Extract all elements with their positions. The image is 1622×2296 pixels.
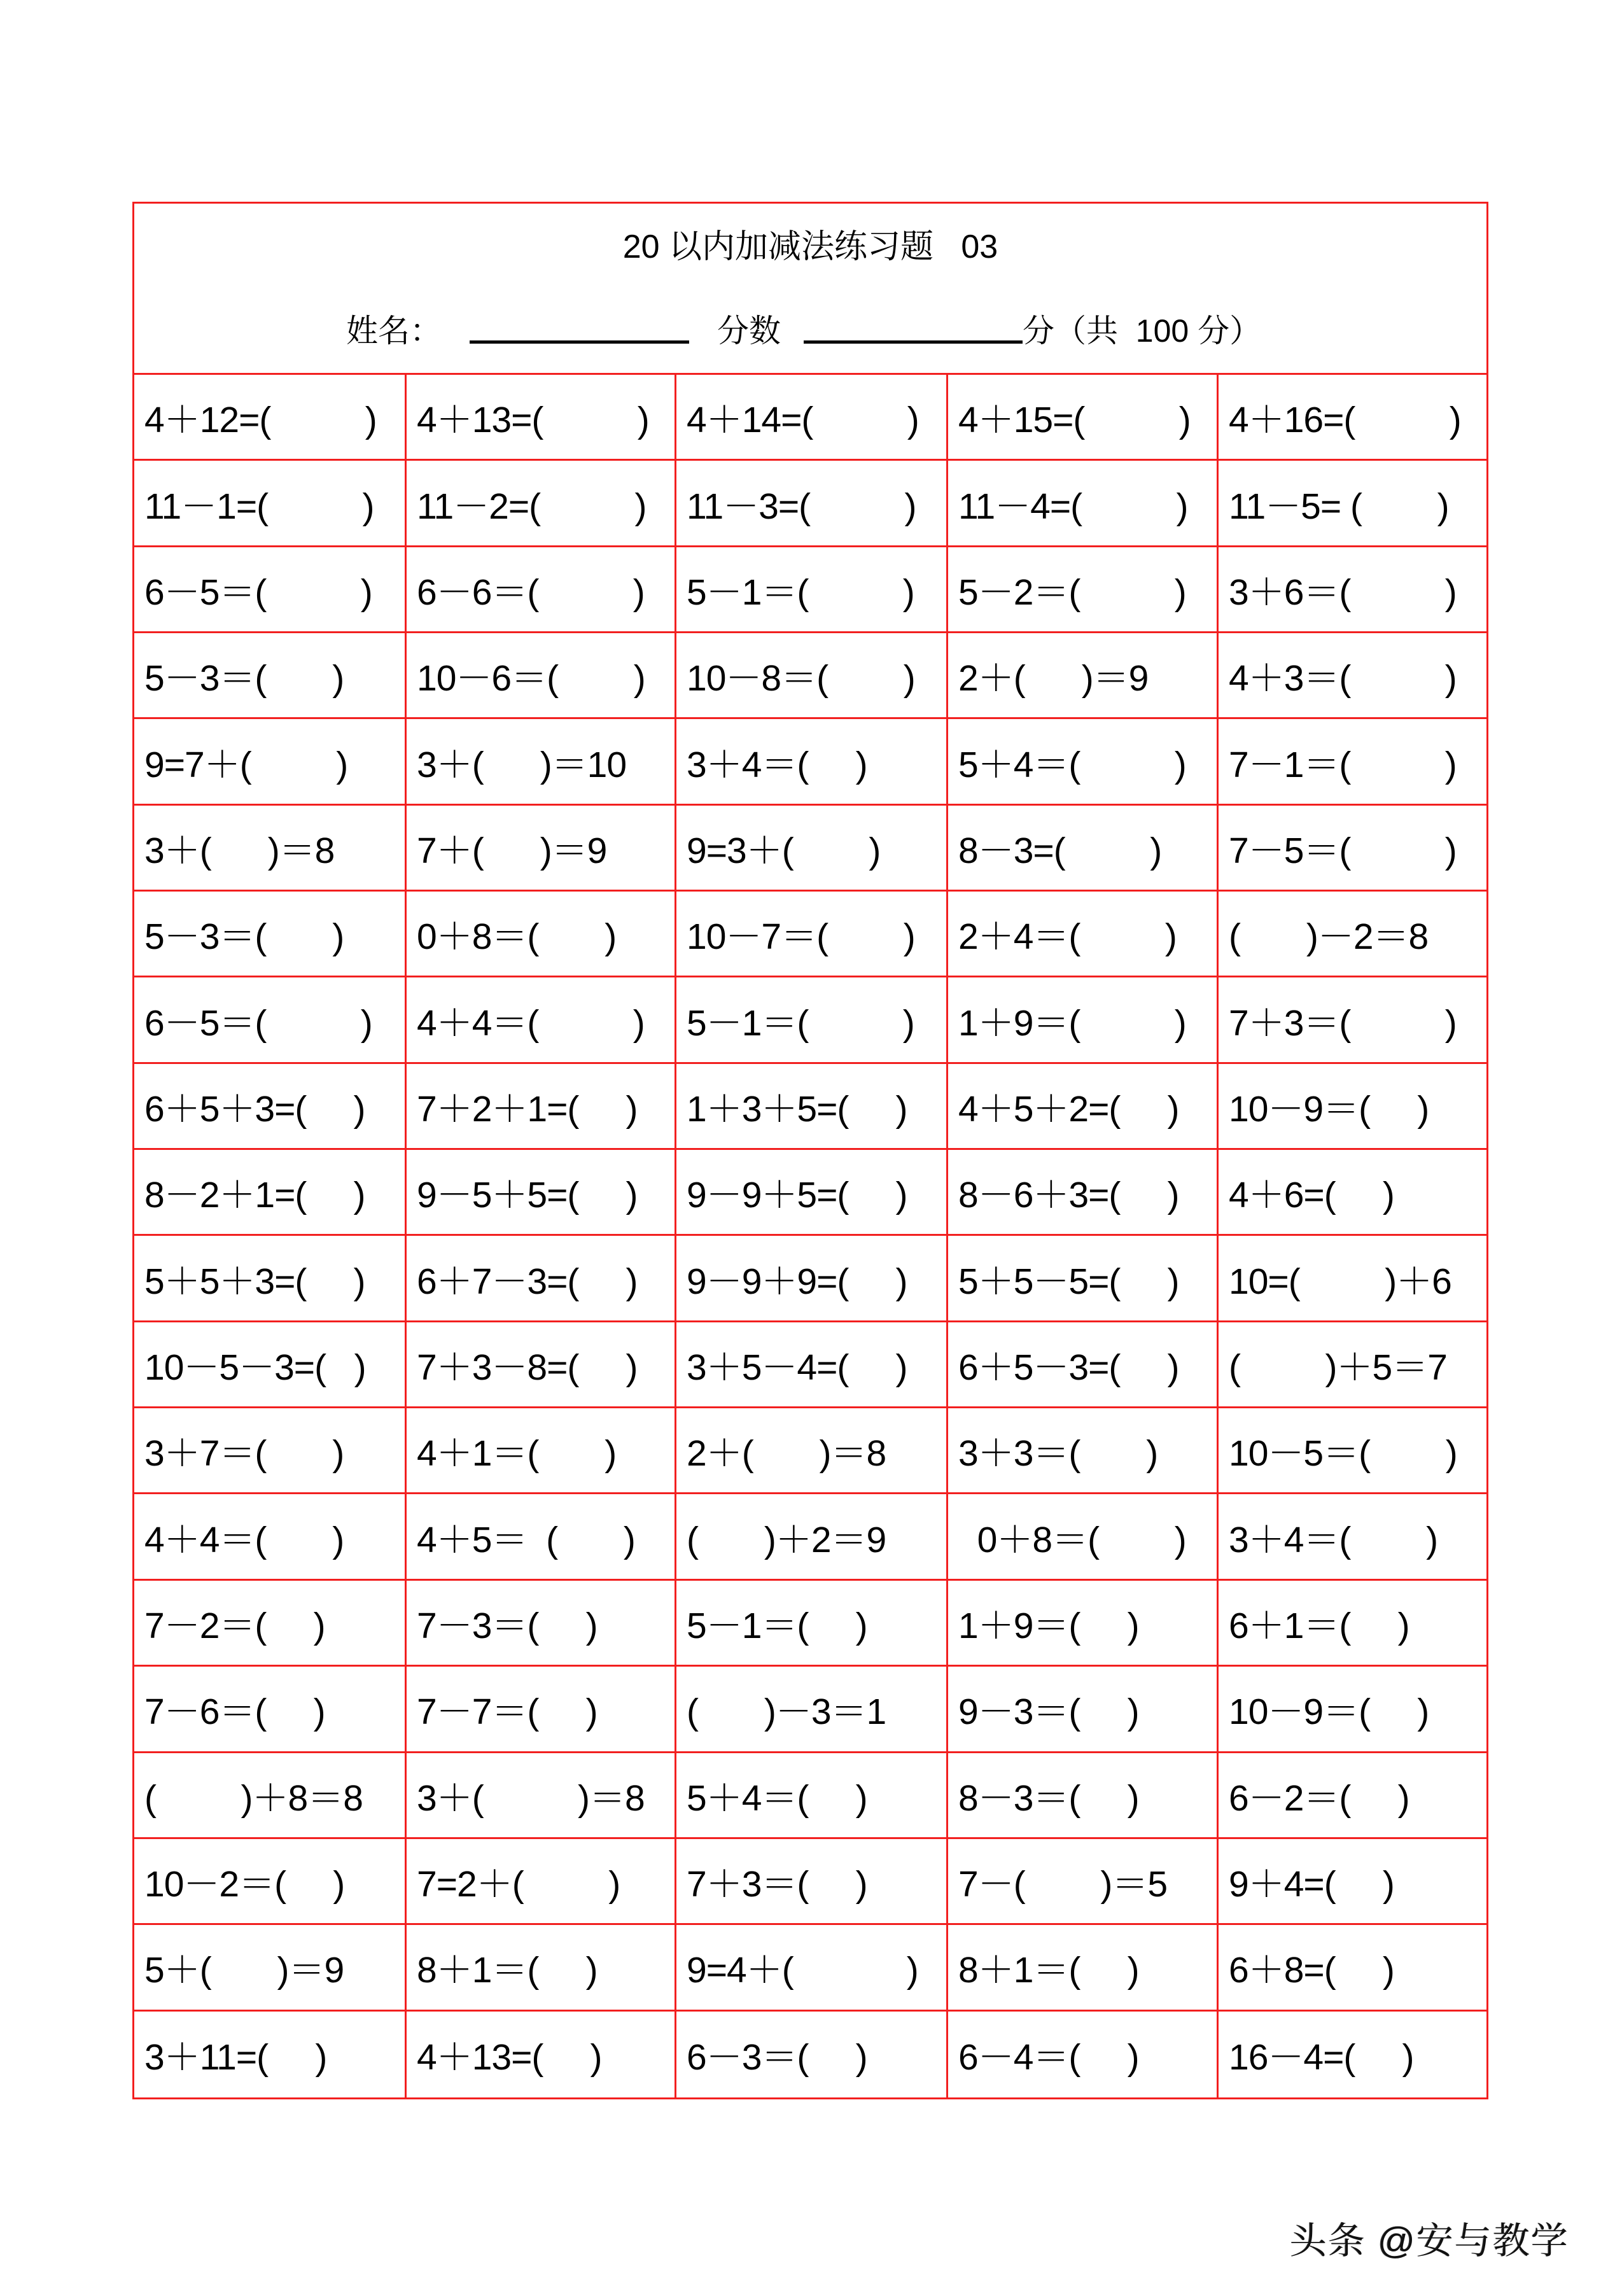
problem-cell: 2＋( )＝9 — [948, 633, 1219, 719]
problem-cell: 7－1＝( ) — [1219, 719, 1486, 805]
problem-cell: 10－7＝( ) — [676, 892, 948, 977]
problem-cell: 5－1＝( ) — [676, 547, 948, 633]
problem-cell: 7－( )＝5 — [948, 1839, 1219, 1925]
problem-cell: 10－9＝( ) — [1219, 1667, 1486, 1753]
problem-cell: 5＋( )＝9 — [134, 1925, 407, 2011]
problem-cell: 5＋5－5=( ) — [948, 1236, 1219, 1322]
problem-cell: ( )－3＝1 — [676, 1667, 948, 1753]
problem-cell: 9＋4=( ) — [1219, 1839, 1486, 1925]
problem-cell: 3＋4＝( ) — [1219, 1494, 1486, 1580]
problem-cell: 6＋5＋3=( ) — [134, 1064, 407, 1150]
problem-cell: 7－7＝( ) — [407, 1667, 676, 1753]
problem-cell: 5－3＝( ) — [134, 892, 407, 977]
problem-cell: 11－1=( ) — [134, 461, 407, 547]
problem-cell: 9－3＝( ) — [948, 1667, 1219, 1753]
problem-cell: 10－6＝( ) — [407, 633, 676, 719]
problem-cell: 4＋4＝( ) — [407, 977, 676, 1063]
student-info-line — [346, 309, 1261, 350]
problem-cell: 4＋4＝( ) — [134, 1494, 407, 1580]
problem-cell: 6－5＝( ) — [134, 547, 407, 633]
problem-cell: 3＋5－4=( ) — [676, 1322, 948, 1408]
problem-cell: 6－2＝( ) — [1219, 1753, 1486, 1839]
problem-cell: 7＋3－8=( ) — [407, 1322, 676, 1408]
worksheet-header — [134, 204, 1486, 375]
problem-cell: 0＋8＝( ) — [407, 892, 676, 977]
problem-cell: 5－1＝( ) — [676, 1581, 948, 1667]
problem-cell: 2＋4＝( ) — [948, 892, 1219, 977]
problem-cell: 4＋14=( ) — [676, 375, 948, 461]
problem-cell: 9=3＋( ) — [676, 806, 948, 892]
problem-cell: 8－3＝( ) — [948, 1753, 1219, 1839]
problem-cell: 2＋( )＝8 — [676, 1408, 948, 1494]
problem-cell: 4＋5＝ ( ) — [407, 1494, 676, 1580]
problem-cell: 3＋( )＝8 — [407, 1753, 676, 1839]
problem-cell: ( )－2＝8 — [1219, 892, 1486, 977]
problem-cell: 3＋3＝( ) — [948, 1408, 1219, 1494]
problem-cell: 10－8＝( ) — [676, 633, 948, 719]
problem-cell: 4＋5＋2=( ) — [948, 1064, 1219, 1150]
problem-cell: 6＋7－3=( ) — [407, 1236, 676, 1322]
problem-cell: 4＋15=( ) — [948, 375, 1219, 461]
problem-cell: 7－5＝( ) — [1219, 806, 1486, 892]
problem-cell: 11－4=( ) — [948, 461, 1219, 547]
problem-cell: 7＋2＋1=( ) — [407, 1064, 676, 1150]
problem-cell: 6＋5－3=( ) — [948, 1322, 1219, 1408]
problem-cell: 8＋1＝( ) — [948, 1925, 1219, 2011]
problem-cell: 8－6＋3=( ) — [948, 1150, 1219, 1236]
problem-cell: 7－3＝( ) — [407, 1581, 676, 1667]
problem-cell: 9=7＋( ) — [134, 719, 407, 805]
problem-cell: ( )＋5＝7 — [1219, 1322, 1486, 1408]
problem-cell: 4＋6=( ) — [1219, 1150, 1486, 1236]
name-label: 姓名： — [346, 313, 442, 349]
problem-cell: 4＋12=( ) — [134, 375, 407, 461]
problem-cell: 1＋9＝( ) — [948, 1581, 1219, 1667]
problem-cell: 4＋13=( ) — [407, 2012, 676, 2097]
total-score-label: 分（共 100 分） — [1023, 313, 1262, 349]
problem-cell: 5－3＝( ) — [134, 633, 407, 719]
problem-cell: 6－4＝( ) — [948, 2012, 1219, 2097]
problem-cell: 8＋1＝( ) — [407, 1925, 676, 2011]
problem-cell: 9=4＋( ) — [676, 1925, 948, 2011]
problem-cell: 3＋7＝( ) — [134, 1408, 407, 1494]
problem-cell: 6－6＝( ) — [407, 547, 676, 633]
problem-cell: 10－5－3=( ) — [134, 1322, 407, 1408]
score-label: 分数 — [717, 313, 781, 349]
problem-cell: 6－5＝( ) — [134, 977, 407, 1063]
problem-cell: 4＋1＝( ) — [407, 1408, 676, 1494]
problem-cell: 7=2＋( ) — [407, 1839, 676, 1925]
worksheet-table — [132, 202, 1488, 2099]
problem-cell: 5＋4＝( ) — [948, 719, 1219, 805]
name-blank-field[interactable] — [470, 340, 689, 344]
problem-cell: 7＋3＝( ) — [1219, 977, 1486, 1063]
problem-cell: 3＋4＝( ) — [676, 719, 948, 805]
problem-cell: 8－2＋1=( ) — [134, 1150, 407, 1236]
problem-cell: 7＋( )＝9 — [407, 806, 676, 892]
problem-cell: 10=( )＋6 — [1219, 1236, 1486, 1322]
problem-cell: 0＋8＝( ) — [948, 1494, 1219, 1580]
problem-cell: 1＋3＋5=( ) — [676, 1064, 948, 1150]
problem-cell: 1＋9＝( ) — [948, 977, 1219, 1063]
problem-cell: 7＋3＝( ) — [676, 1839, 948, 1925]
problem-cell: 3＋11=( ) — [134, 2012, 407, 2097]
problem-cell: 11－3=( ) — [676, 461, 948, 547]
problem-cell: 3＋( )＝10 — [407, 719, 676, 805]
problem-cell: 11－2=( ) — [407, 461, 676, 547]
problem-cell: 7－6＝( ) — [134, 1667, 407, 1753]
problem-cell: 9－5＋5=( ) — [407, 1150, 676, 1236]
problem-grid — [134, 375, 1486, 2097]
problem-cell: 5－1＝( ) — [676, 977, 948, 1063]
problem-cell: 4＋16=( ) — [1219, 375, 1486, 461]
problem-cell: 11－5= ( ) — [1219, 461, 1486, 547]
problem-cell: 16－4=( ) — [1229, 2037, 1414, 2078]
score-blank-field[interactable] — [804, 340, 1023, 344]
problem-cell: 5＋5＋3=( ) — [134, 1236, 407, 1322]
problem-cell: 6－3＝( ) — [676, 2012, 948, 2097]
problem-cell: ( )＋2＝9 — [676, 1494, 948, 1580]
problem-cell: 9－9＋5=( ) — [676, 1150, 948, 1236]
problem-cell: 4＋13=( ) — [407, 375, 676, 461]
worksheet-title: 20 以内加减法练习题 03 — [622, 228, 998, 265]
problem-cell: 4＋3＝( ) — [1219, 633, 1486, 719]
problem-cell: 5－2＝( ) — [948, 547, 1219, 633]
problem-cell: 10－5＝( ) — [1219, 1408, 1486, 1494]
watermark: 头条 @安与教学 — [1290, 2220, 1569, 2262]
problem-cell: 6＋1＝( ) — [1219, 1581, 1486, 1667]
problem-cell: 6＋8=( ) — [1219, 1925, 1486, 2011]
problem-cell: 7－2＝( ) — [134, 1581, 407, 1667]
problem-cell: 5＋4＝( ) — [676, 1753, 948, 1839]
problem-cell: 8－3=( ) — [948, 806, 1219, 892]
problem-cell: 3＋( )＝8 — [134, 806, 407, 892]
problem-cell: 9－9＋9=( ) — [676, 1236, 948, 1322]
problem-cell: ( )＋8＝8 — [134, 1753, 407, 1839]
problem-cell: 10－9＝( ) — [1219, 1064, 1486, 1150]
problem-cell: 3＋6＝( ) — [1219, 547, 1486, 633]
problem-cell: 10－2＝( ) — [134, 1839, 407, 1925]
